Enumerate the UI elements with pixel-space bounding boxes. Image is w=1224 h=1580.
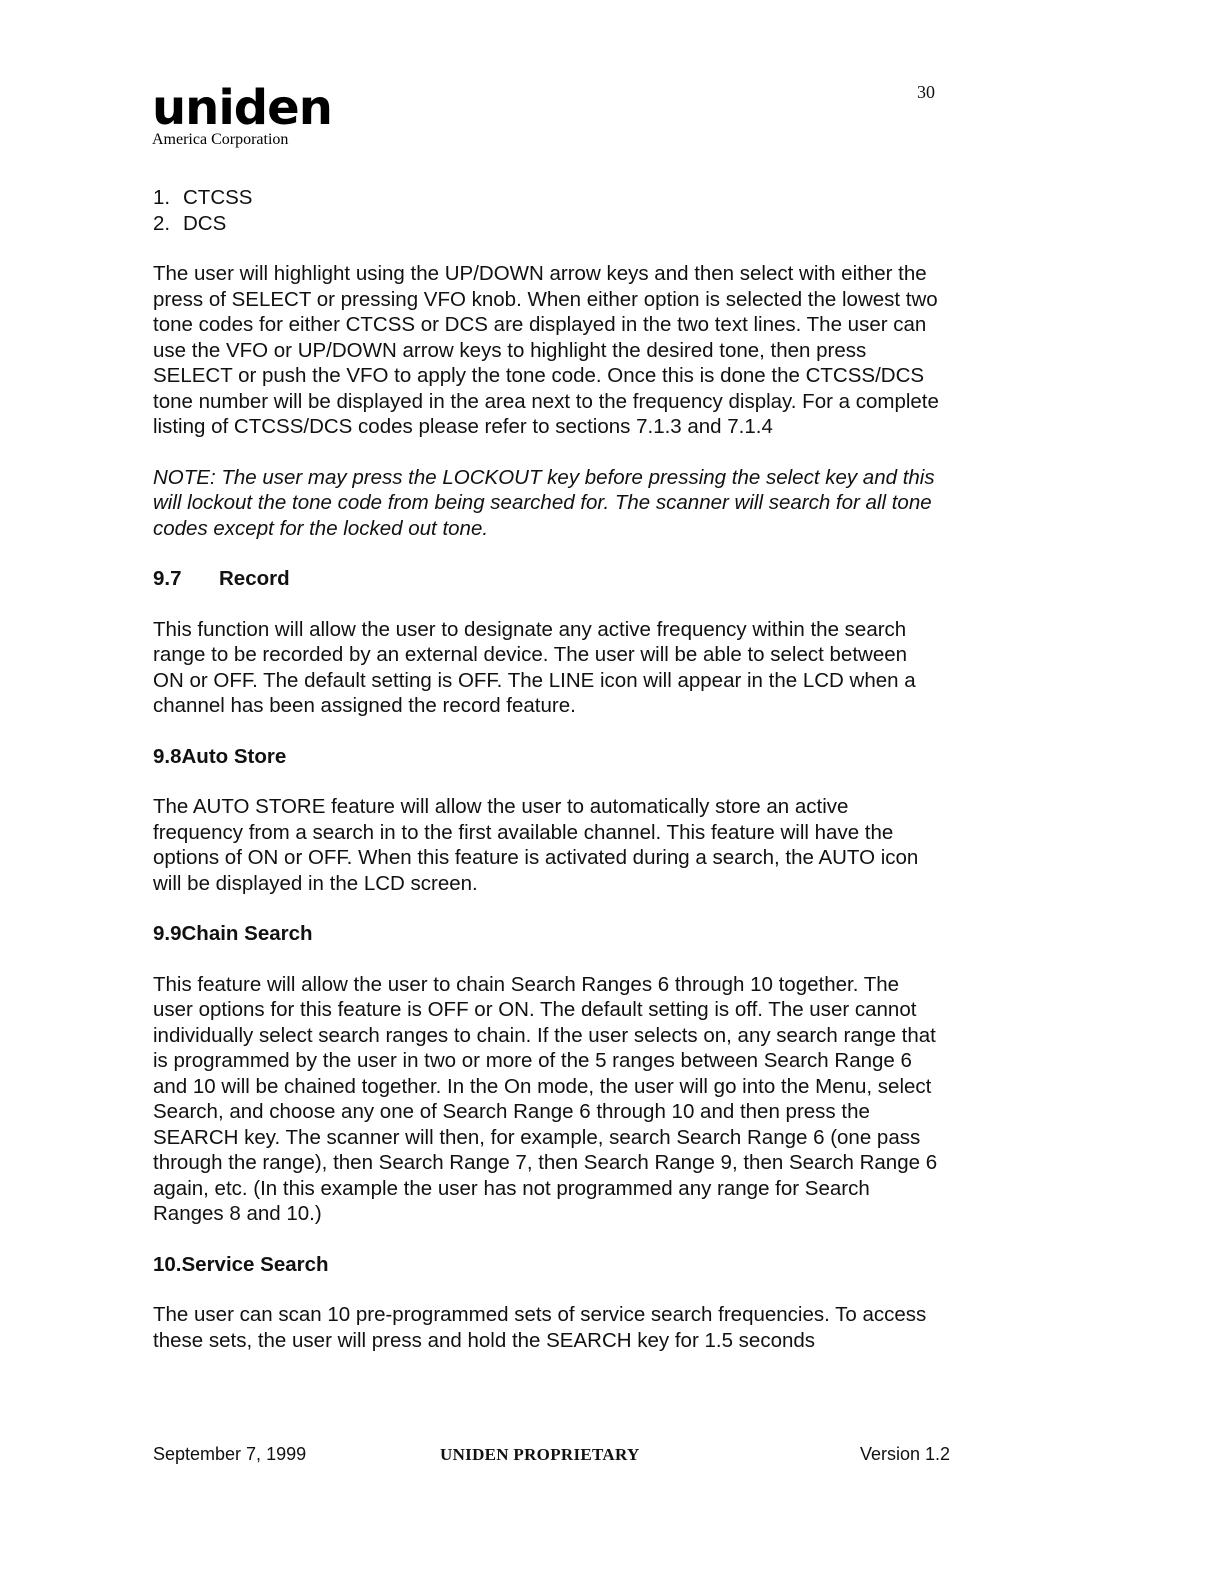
section-number: 9.9 [153,922,182,945]
section-title: Service Search [181,1252,329,1276]
section-title: Record [219,567,290,590]
section-heading-service-search [153,1252,943,1278]
section-number: 10. [153,1252,182,1276]
paragraph-tone-selection: The user will highlight using the UP/DOWN arrow keys and then select with either the press of SELECT or pressing VFO knob. When either option is selected the lowest two tone codes for either CTCSS or DCS are displayed in the two text lines. The user can use the VFO or UP/DOWN arrow keys to highlight the desired tone, then press SELECT or push the VFO to apply the tone code. Once this is done the CTCSS/DCS tone number will be displayed in the area next to the frequency display. For a complete listing of CTCSS/DCS codes please refer to sections 7.1.3 and 7.1.4 [153,262,939,438]
section-number: 9.7 [153,567,182,590]
note-paragraph: NOTE: The user may press the LOCKOUT key before pressing the select key and this will lockout the tone code from being searched for. The scanner will search for all tone codes except for the locked out tone. [153,465,935,540]
list-item-text: CTCSS [183,186,253,209]
list-item [153,185,943,211]
page-footer [153,1444,950,1468]
company-logo [152,80,332,148]
tone-type-list [153,185,943,236]
section-body-record: This function will allow the user to designate any active frequency within the search range to be recorded by an external device. The user will be able to select between ON or OFF. The default setting is OFF. The LINE icon will appear in the LCD when a channel has been assigned the record feature. [153,617,916,717]
footer-proprietary-label: UNIDEN PROPRIETARY [440,1445,640,1464]
logo-wordmark: uniden [152,80,332,136]
section-title: Chain Search [181,922,313,945]
list-item-text: DCS [183,211,227,235]
section-body-chain-search: This feature will allow the user to chain Search Ranges 6 through 10 together. The user options for this feature is OFF or ON. The default setting is off. The user cannot individually select search ranges to chain. If the user selects on, any search range that is programmed by the user in two or more of the 5 ranges between Search Range 6 and 10 will be chained together. In the On mode, the user will go into the Menu, select Search, and choose any one of Search Range 6 through 10 and then press the SEARCH key. The scanner will then, for example, search Search Range 6 (one pass through the range), then Search Range 7, then Search Range 9, then Search Range 6 again, etc. (In this example the user has not programmed any range for Search Ranges 8 and 10.) [153,972,938,1225]
document-body [153,185,943,1378]
footer-date: September 7, 1999 [153,1444,307,1464]
section-heading-record [153,566,943,592]
section-heading-auto-store [153,744,943,770]
footer-version: Version 1.2 [859,1444,950,1464]
section-body-auto-store: The AUTO STORE feature will allow the user to automatically store an active frequency from a search in to the first available channel. This feature will have the options of ON or OFF. When this feature is activated during a search, the AUTO icon will be displayed in the LCD screen. [153,795,919,895]
section-body-service-search: The user can scan 10 pre-programmed sets of service search frequencies. To access these sets, the user will press and hold the SEARCH key for 1.5 seconds [153,1303,927,1352]
page-number: 30 [917,82,935,102]
list-item-number: 1. [153,186,171,209]
section-number: 9.8 [153,744,182,768]
section-title: Auto Store [181,744,287,768]
section-heading-chain-search [153,921,943,947]
logo-subtitle: America Corporation [152,131,289,148]
list-item [153,211,943,237]
list-item-number: 2. [153,211,171,235]
